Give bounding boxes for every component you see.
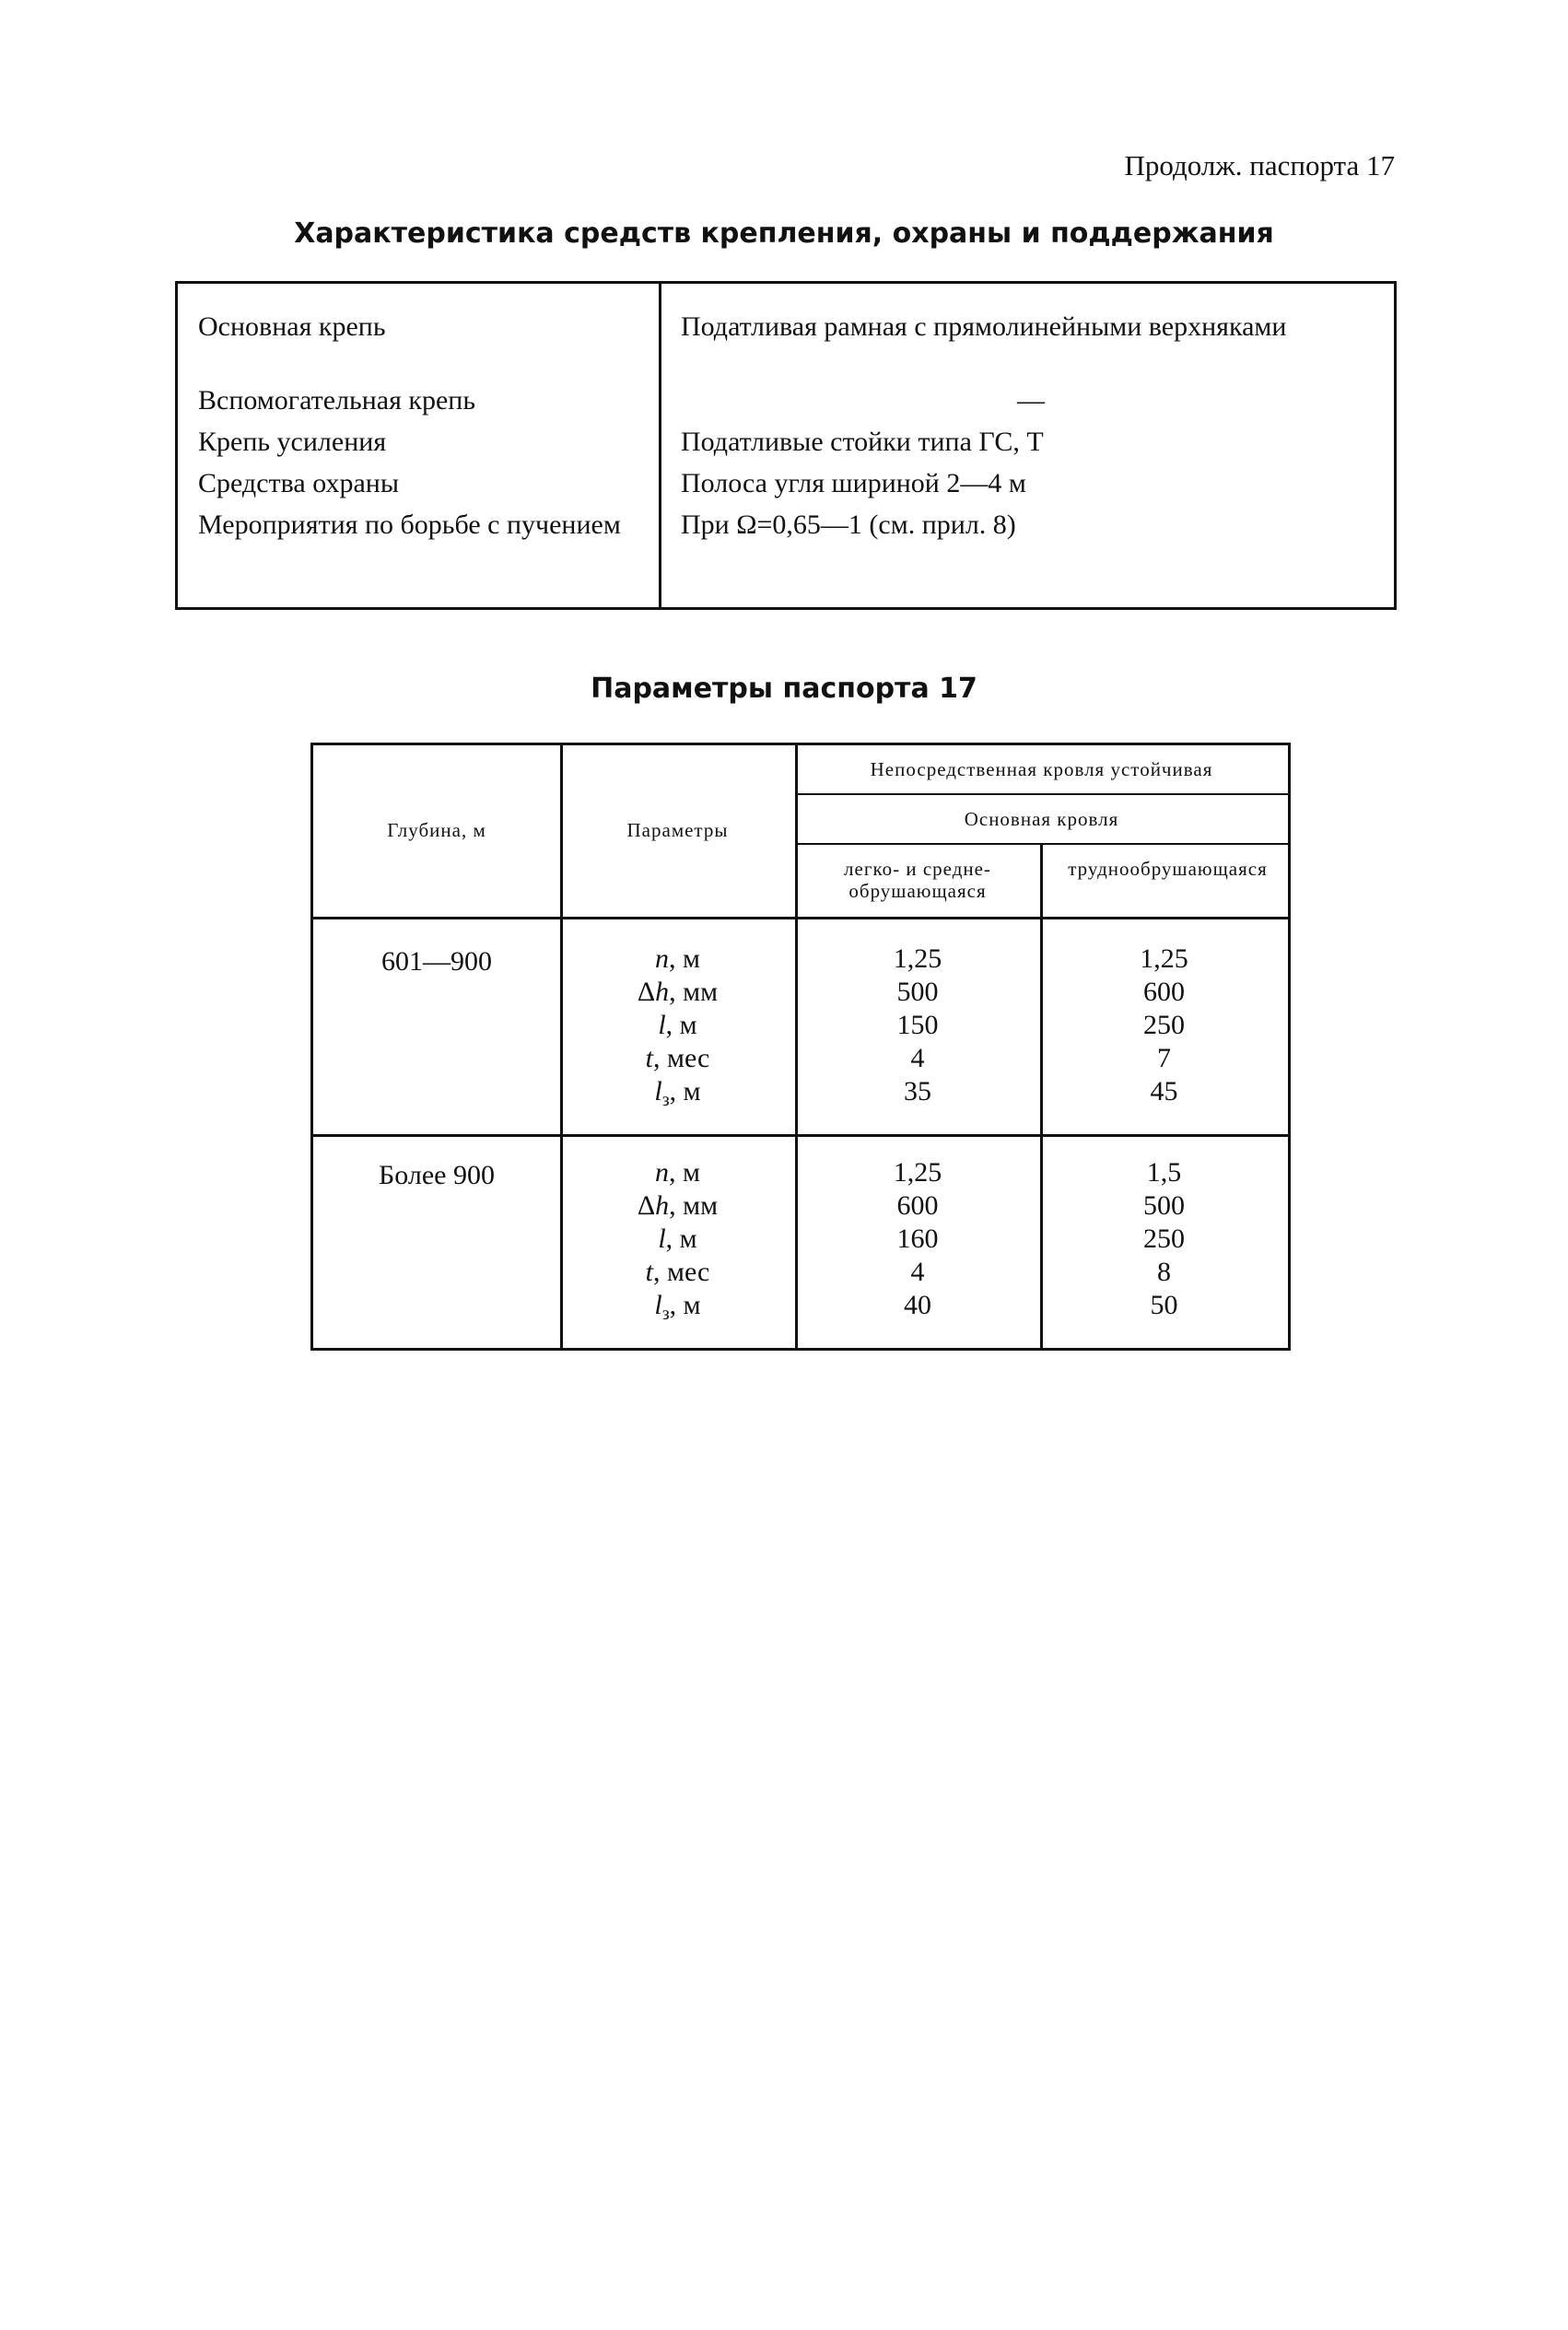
grid-line (313, 1134, 1288, 1137)
grid-line (313, 917, 1288, 919)
table-cell: 7 (1157, 1043, 1171, 1073)
param-name: l, м (658, 1010, 697, 1040)
support-characteristics-table (175, 281, 1397, 610)
table-cell: 45 (1150, 1076, 1178, 1106)
table-cell: 4 (910, 1043, 925, 1073)
header-easy-collapsing: легко- и средне-обрушающаяся (844, 858, 991, 902)
table-cell: 150 (896, 1010, 939, 1040)
hard-values-column (1040, 1156, 1288, 1322)
table-cell: 50 (1150, 1290, 1178, 1320)
row-label: Средства охраны (198, 468, 399, 498)
row-label: Основная крепь (198, 311, 386, 342)
easy-values-column (795, 1156, 1040, 1322)
table-cell: 4 (910, 1257, 925, 1287)
header-main-roof: Основная кровля (964, 808, 1119, 830)
table-cell: 250 (1143, 1010, 1185, 1040)
row-label: Крепь усиления (198, 427, 387, 457)
hard-values-column (1040, 943, 1288, 1108)
section2-title: Параметры паспорта 17 (591, 673, 977, 705)
table-cell: 35 (904, 1076, 931, 1106)
header-immediate-roof: Непосредственная кровля устойчивая (870, 758, 1213, 780)
depth-value: Более 900 (379, 1160, 495, 1190)
row-value: При Ω=0,65—1 (см. прил. 8) (681, 509, 1016, 540)
table-cell: 600 (1143, 977, 1185, 1007)
param-name: Δh, мм (637, 977, 719, 1007)
table-cell: 40 (904, 1290, 931, 1320)
param-name: Δh, мм (637, 1190, 719, 1221)
depth-value: 601—900 (381, 946, 492, 977)
param-name: $l_з$, м (654, 1290, 701, 1324)
row-value: Полоса угля шириной 2—4 м (681, 468, 1026, 498)
table-cell: 8 (1157, 1257, 1171, 1287)
header-hard-collapsing: труднообрушающаяся (1068, 858, 1268, 880)
param-name: t, мес (645, 1257, 710, 1287)
table-cell: 500 (1143, 1190, 1185, 1221)
passport-parameters-table (310, 743, 1291, 1351)
param-name: $l_з$, м (654, 1076, 701, 1110)
param-name: n, м (655, 1157, 700, 1188)
row-label: Вспомогательная крепь (198, 385, 476, 416)
table-divider (659, 284, 661, 607)
page-continuation-header: Продолж. паспорта 17 (1124, 149, 1395, 181)
header-depth: Глубина, м (387, 819, 486, 841)
param-name: n, м (655, 943, 700, 974)
table-cell: 160 (896, 1224, 939, 1254)
row-label: Мероприятия по борьбе с пучением (198, 509, 621, 540)
grid-line (795, 793, 1288, 795)
table-cell: 1,5 (1146, 1157, 1182, 1188)
row-value: — (1017, 385, 1045, 416)
table-cell: 600 (896, 1190, 939, 1221)
header-parameters: Параметры (626, 819, 729, 841)
table-cell: 1,25 (893, 943, 942, 974)
grid-line (795, 843, 1288, 845)
table-cell: 250 (1143, 1224, 1185, 1254)
section1-title: Характеристика средств крепления, охраны и поддержания (294, 217, 1274, 250)
row-value: Податливые стойки типа ГС, Т (681, 427, 1044, 457)
param-names-column (560, 943, 795, 1117)
table-cell: 500 (896, 977, 939, 1007)
table-cell: 1,25 (1140, 943, 1188, 974)
param-name: t, мес (645, 1043, 710, 1073)
easy-values-column (795, 943, 1040, 1108)
table-cell: 1,25 (893, 1157, 942, 1188)
param-name: l, м (658, 1224, 697, 1254)
param-names-column (560, 1156, 795, 1330)
row-value: Податливая рамная с прямолинейными верхняками (681, 311, 1287, 342)
